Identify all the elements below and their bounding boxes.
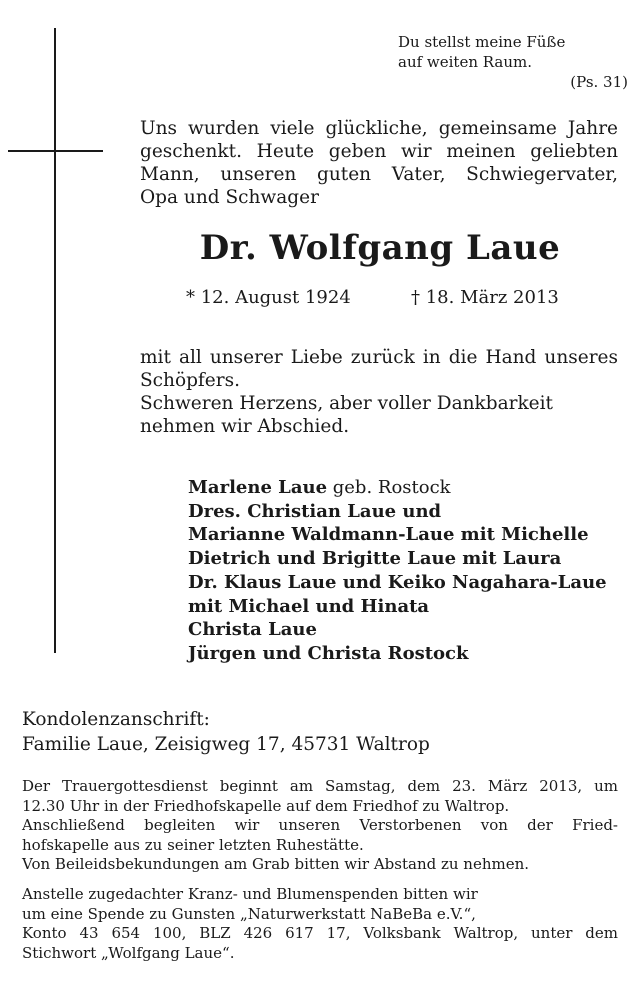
service-info [22, 777, 618, 875]
farewell-line: Schöpfers. [140, 370, 240, 391]
intro-line: Opa und Schwager [140, 187, 319, 208]
bible-quote [398, 32, 628, 92]
mourner-entry: Christa Laue [188, 619, 317, 641]
mourner-entry: Dietrich und Brigitte Laue mit Laura [188, 548, 562, 570]
farewell-line: Schweren Herzens, aber voller Dankbarkeit [140, 393, 553, 414]
condolence-address [22, 707, 430, 757]
service-line: Anschließend begleiten wir unseren Verstorbenen von der Fried- [22, 816, 618, 834]
intro-line: Uns wurden viele glückliche, gemeinsame Jahre [140, 118, 618, 139]
intro-line: Mann, unseren guten Vater, Schwiegervater, [140, 164, 618, 185]
mourner-name: Marlene Laue [188, 477, 328, 498]
cross-horizontal-bar [8, 150, 103, 152]
donation-line: Anstelle zugedachter Kranz- und Blumenspenden bitten wir [22, 885, 478, 903]
intro-text [140, 117, 618, 209]
service-line: Der Trauergottesdienst beginnt am Samstag, dem 23. März 2013, um [22, 777, 618, 795]
mourner-entry [188, 476, 628, 500]
donation-info [22, 885, 618, 963]
mourner-maiden-name: geb. Rostock [327, 477, 451, 498]
mourner-entry: Dr. Klaus Laue und Keiko Nagahara-Laue [188, 571, 607, 593]
quote-line: auf weiten Raum. [398, 53, 533, 71]
mourner-entry: Jürgen und Christa Rostock [188, 642, 469, 664]
mourner-entry: Dres. Christian Laue und [188, 500, 442, 522]
farewell-line: mit all unserer Liebe zurück in die Hand unseres [140, 347, 618, 368]
birth-date: * 12. August 1924 [186, 287, 351, 308]
farewell-text [140, 346, 618, 438]
service-line: Von Beileidsbekundungen am Grab bitten wir Abstand zu nehmen. [22, 855, 530, 873]
mourner-entry: mit Michael und Hinata [188, 595, 430, 617]
condolence-label: Kondolenzanschrift: [22, 709, 210, 730]
condolence-address-line: Familie Laue, Zeisigweg 17, 45731 Waltrop [22, 734, 430, 755]
quote-source: (Ps. 31) [570, 73, 628, 91]
service-line: hofskapelle aus zu seiner letzten Ruhestätte. [22, 835, 364, 854]
death-date: † 18. März 2013 [411, 287, 559, 308]
mourners-list [188, 476, 628, 666]
donation-line: um eine Spende zu Gunsten „Naturwerkstatt NaBeBa e.V.“, [22, 904, 476, 923]
cross-vertical-bar [54, 28, 56, 653]
donation-line: Stichwort „Wolfgang Laue“. [22, 943, 235, 962]
service-line: 12.30 Uhr in der Friedhofskapelle auf dem Friedhof zu Waltrop. [22, 796, 510, 815]
intro-line: geschenkt. Heute geben wir meinen geliebten [140, 141, 618, 162]
quote-line: Du stellst meine Füße [398, 33, 566, 51]
deceased-name: Dr. Wolfgang Laue [199, 228, 561, 268]
donation-line: Konto 43 654 100, BLZ 426 617 17, Volksbank Waltrop, unter dem [22, 924, 618, 942]
farewell-line: nehmen wir Abschied. [140, 416, 350, 437]
mourner-entry: Marianne Waldmann-Laue mit Michelle [188, 524, 589, 546]
